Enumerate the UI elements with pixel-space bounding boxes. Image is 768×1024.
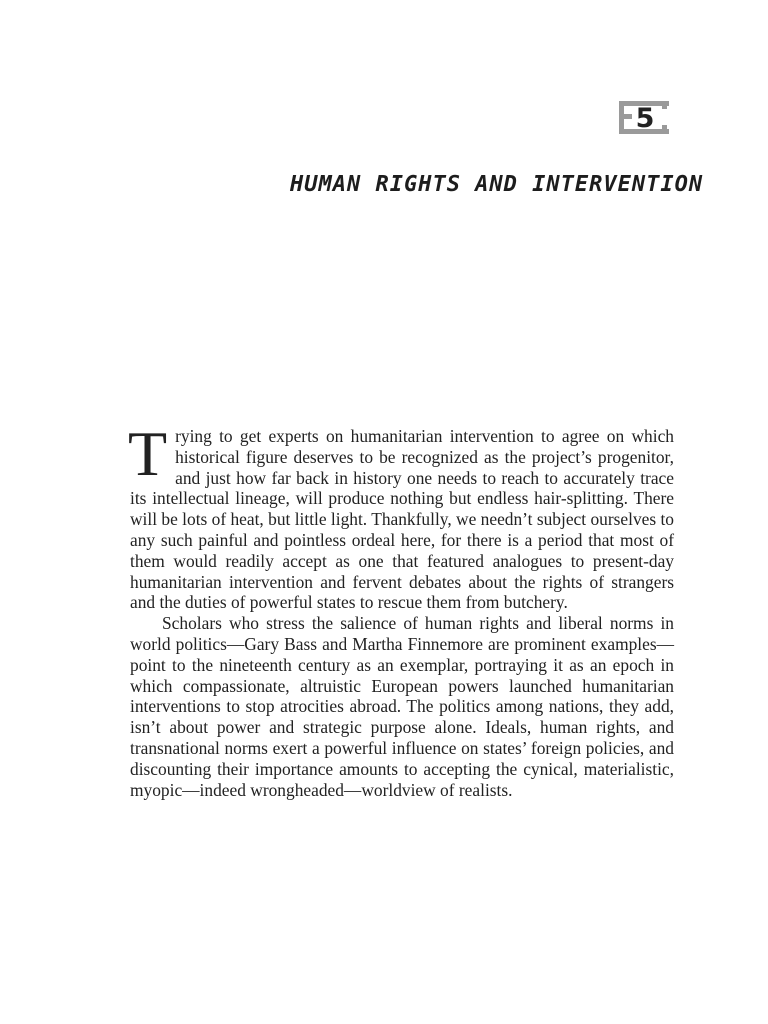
paragraph-2: Scholars who stress the salience of human rights and liberal norms in world politics—Gary Bass and Martha Finnemore are prominent examples—point to the nineteenth century as an exemplar, portraying it as an epoch in which compassionate, altruistic European powers launched humanitarian interventions to stop atrocities abroad. The politics among nations, they add, isn’t about power and strategic purpose alone. Ideals, human rights, and transnational norms exert a powerful influence on states’ foreign policies, and discounting their importance amounts to accepting the cynical, materialistic, myopic—indeed wrongheaded—worldview of realists. — [130, 613, 674, 800]
drop-cap: T — [128, 418, 168, 489]
chapter-number: 5 — [635, 103, 655, 134]
paragraph-1-text: rying to get experts on humanitarian intervention to agree on which historical figure deserves to be recognized as the project’s progenitor, and just how far back in history one needs to reach to accurately trace its intellectual lineage, will produce nothing but endless hair-splitting. There will be lots of heat, but little light. Thankfully, we needn’t subject ourselves to any such painful and pointless ordeal here, for there is a period that most of them would readily accept as one that featured analogues to present-day humanitarian intervention and fervent debates about the rights of strangers and the duties of powerful states to rescue them from butchery. — [130, 426, 674, 613]
paragraph-1 — [128, 418, 674, 613]
chapter-title: HUMAN RIGHTS AND INTERVENTION — [290, 172, 704, 197]
chapter-body — [128, 418, 674, 800]
